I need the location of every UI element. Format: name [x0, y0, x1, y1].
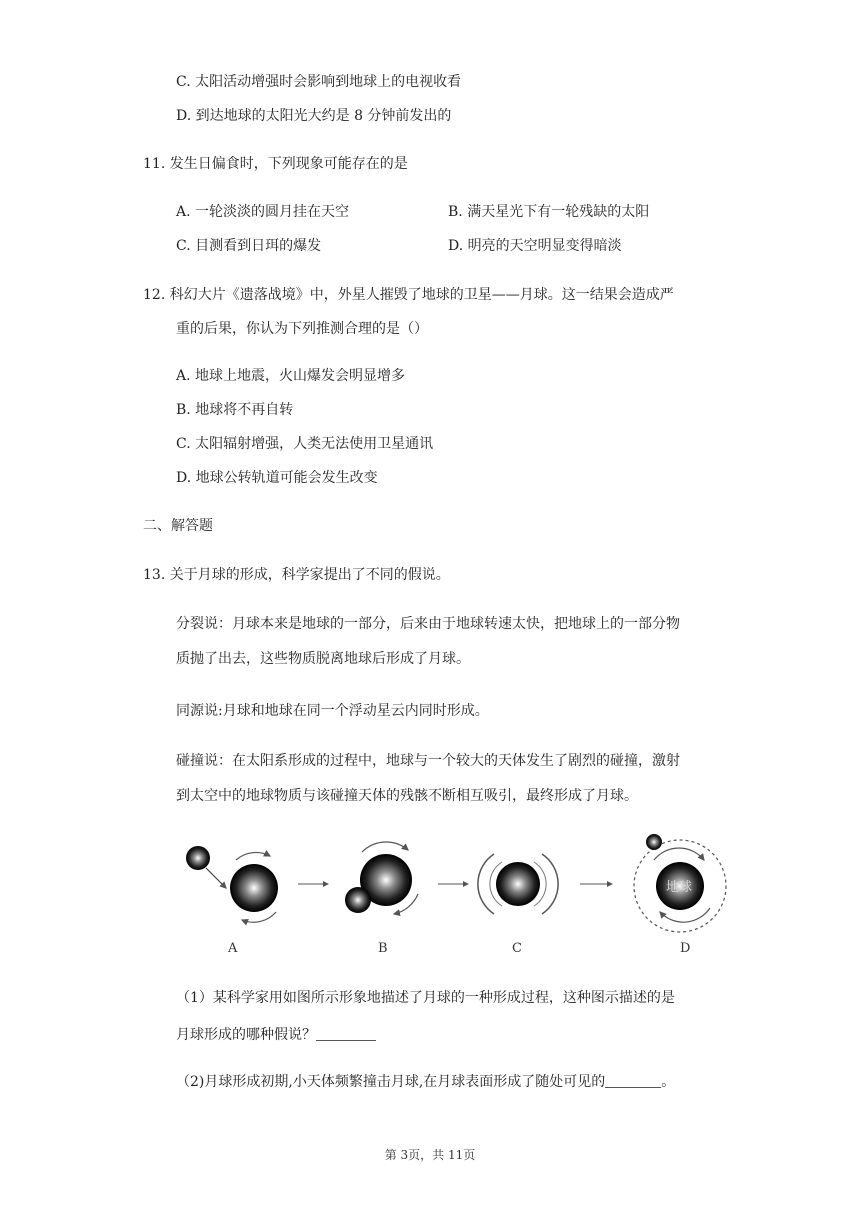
- q12-option-a: A. 地球上地震，火山爆发会明显增多: [176, 368, 406, 384]
- impactor-body: [186, 846, 210, 870]
- stage-b: [345, 842, 418, 956]
- fission-hypothesis-line2: 质抛了出去，这些物质脱离地球后形成了月球。: [176, 651, 470, 667]
- moon-sphere: [646, 834, 662, 850]
- impactor-body: [345, 887, 371, 913]
- stage-c: [478, 854, 558, 956]
- moon-formation-diagram: [176, 832, 736, 962]
- answer-blank-1[interactable]: [316, 1026, 376, 1041]
- stage-a: [186, 846, 278, 956]
- earth-sphere: [230, 864, 278, 912]
- q10-option-d: D. 到达地球的太阳光大约是 8 分钟前发出的: [176, 108, 452, 124]
- label-c: C: [512, 941, 522, 956]
- label-d: D: [680, 941, 691, 956]
- q10-option-c: C. 太阳活动增强时会影响到地球上的电视收看: [176, 74, 462, 90]
- q13-sub2-text: （2)月球形成初期,小天体频繁撞击月球,在月球表面形成了随处可见的: [176, 1074, 606, 1090]
- fission-hypothesis-line1: 分裂说：月球本来是地球的一部分，后来由于地球转速太快，把地球上的一部分物: [176, 616, 680, 632]
- q11-option-d: D. 明亮的天空明显变得暗淡: [448, 238, 622, 254]
- q12-stem-line2: 重的后果，你认为下列推测合理的是（）: [176, 321, 428, 337]
- label-a: A: [228, 941, 238, 956]
- stage-d: [634, 834, 726, 956]
- q13-sub2-end: 。: [661, 1074, 676, 1090]
- impact-hypothesis-line2: 到太空中的地球物质与该碰撞天体的残骸不断相互吸引，最终形成了月球。: [176, 788, 638, 804]
- earth-label: 地球: [666, 880, 693, 895]
- section-heading: 二、解答题: [143, 518, 213, 534]
- page-footer: 第 3页，共 11页: [384, 1148, 476, 1162]
- q11-option-a: A. 一轮淡淡的圆月挂在天空: [176, 204, 350, 220]
- q13-sub2-line: [176, 1072, 675, 1092]
- q13-stem: 13. 关于月球的形成，科学家提出了不同的假说。: [143, 567, 450, 583]
- cosource-hypothesis: 同源说:月球和地球在同一个浮动星云内同时形成。: [176, 703, 489, 719]
- q12-stem-line1: 12. 科幻大片《遗落战境》中，外星人摧毁了地球的卫星——月球。这一结果会造成严: [143, 287, 674, 303]
- earth-sphere: [496, 862, 540, 906]
- impact-hypothesis-line1: 碰撞说：在太阳系形成的过程中，地球与一个较大的天体发生了剧烈的碰撞，激射: [176, 753, 680, 769]
- answer-blank-2[interactable]: [605, 1073, 661, 1088]
- q12-option-c: C. 太阳辐射增强，人类无法使用卫星通讯: [176, 436, 434, 452]
- label-b: B: [378, 941, 388, 956]
- q11-option-b: B. 满天星光下有一轮残缺的太阳: [448, 204, 650, 220]
- q13-sub1-text: 月球形成的哪种假说？: [176, 1027, 316, 1043]
- q11-stem: 11. 发生日偏食时，下列现象可能存在的是: [143, 156, 408, 172]
- q13-sub1-line1: （1）某科学家用如图所示形象地描述了月球的一种形成过程，这种图示描述的是: [176, 990, 675, 1006]
- q13-sub1-line2: [176, 1025, 376, 1045]
- q12-option-d: D. 地球公转轨道可能会发生改变: [176, 470, 378, 486]
- q11-option-c: C. 目测看到日珥的爆发: [176, 238, 322, 254]
- q12-option-b: B. 地球将不再自转: [176, 402, 294, 418]
